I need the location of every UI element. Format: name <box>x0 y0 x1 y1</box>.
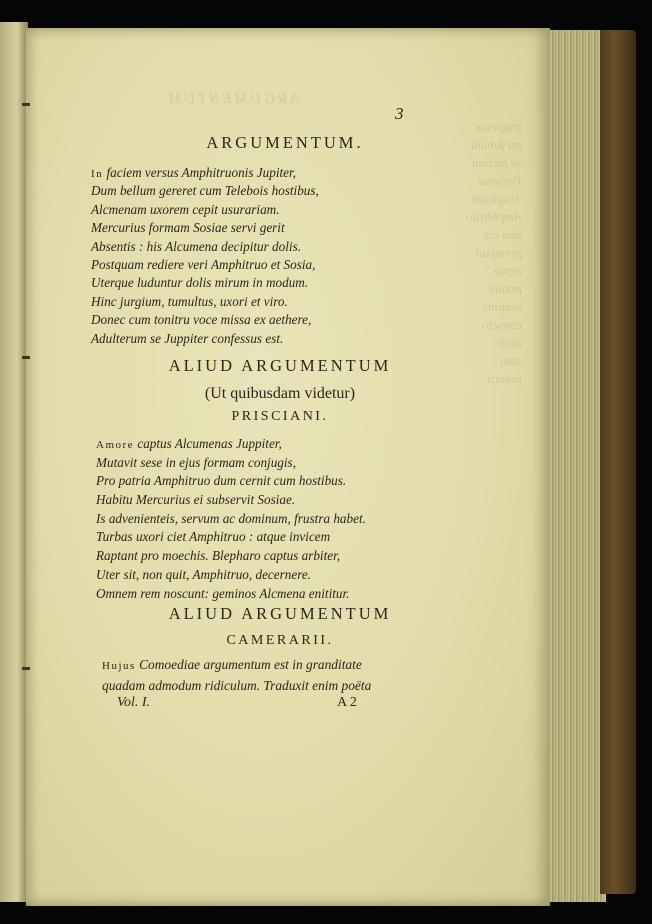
argument-verse-1 <box>91 164 319 348</box>
verse-text: faciem versus Amphitruonis Jupiter, <box>103 165 296 180</box>
left-page-edge <box>0 22 28 902</box>
book-cover <box>600 30 636 894</box>
verse-line <box>96 528 366 547</box>
subheading-ut-quibusdam: (Ut quibusdam videtur) <box>204 385 356 402</box>
page-number: 3 <box>395 104 404 123</box>
author-camerarii: CAMERARII. <box>226 633 334 648</box>
page-block-edges <box>548 30 606 902</box>
prose-line <box>102 655 371 676</box>
verse-line <box>91 330 319 348</box>
prose-text: Comoediae argumentum est in granditate <box>135 657 362 672</box>
verse-line <box>96 472 366 491</box>
verse-line <box>91 164 319 182</box>
prose-text: quadam admodum ridiculum. Traduxit enim poëta <box>102 678 372 693</box>
verse-text: Adulterum se Juppiter confessus est. <box>91 330 284 346</box>
heading-aliud-argumentum-1: ALIUD ARGUMENTUM <box>168 356 392 375</box>
heading-argumentum: ARGUMENTUM. <box>206 133 364 152</box>
verse-text: Postquam rediere veri Amphitruo et Sosia, <box>91 256 316 272</box>
verse-line <box>96 585 366 604</box>
verse-line <box>91 311 319 329</box>
verse-text: Mutavit sese in ejus formam conjugis, <box>96 454 296 470</box>
prose-initial: Hujus <box>102 660 136 672</box>
verse-text: Uter sit, non quit, Amphitruo, decernere. <box>96 566 312 582</box>
verse-text: Is advenienteis, servum ac dominum, frustra habet. <box>96 510 366 526</box>
footer-signature: A 2 <box>337 695 357 710</box>
margin-tick <box>22 103 30 106</box>
verse-line <box>91 238 319 256</box>
bleed-through-heading: ARGUMENTUM <box>166 91 300 107</box>
prose-camerarii <box>102 655 371 695</box>
verse-text: Pro patria Amphitruo dum cernit cum hostibus. <box>96 473 347 489</box>
verse-text: Alcmenam uxorem cepit usurariam. <box>91 201 280 217</box>
prose-line <box>102 676 371 695</box>
verse-text: Donec cum tonitru voce missa ex aethere, <box>91 312 312 328</box>
verse-initial: Amore <box>96 439 135 451</box>
footer-volume: Vol. I. <box>117 695 151 710</box>
verse-text: Raptant pro moechis. Blepharo captus arbiter, <box>96 548 341 564</box>
verse-line <box>96 435 366 454</box>
argument-verse-2 <box>96 435 366 603</box>
verse-initial: In <box>91 168 104 180</box>
verse-text: Absentis : his Alcumena decipitur dolis. <box>91 238 302 254</box>
verse-text: Uterque luduntur dolis mirum in modum. <box>91 275 309 291</box>
verse-text: Habitu Mercurius ei subservit Sosiae. <box>96 492 296 508</box>
verse-line <box>96 510 366 529</box>
verse-line <box>91 182 319 200</box>
verse-text: Mercurius formam Sosiae servi gerit <box>91 220 285 236</box>
verse-text: Omnem rem noscunt: geminos Alcmena enititur. <box>96 585 350 601</box>
author-prisciani: PRISCIANI. <box>231 409 329 424</box>
verse-line <box>91 219 319 237</box>
heading-aliud-argumentum-2: ALIUD ARGUMENTUM <box>168 604 392 623</box>
verse-line <box>91 274 319 292</box>
verse-line <box>91 256 319 274</box>
verse-text: Hinc jurgium, tumultus, uxori et viro. <box>91 293 288 309</box>
verse-text: Turbas uxori ciet Amphitruo : atque invicem <box>96 529 331 545</box>
margin-tick <box>22 667 30 670</box>
bleed-through-text: tragicum est fabula se faciam Persona Tragicum Amphitruo non est permixta exmo potius seminis conscio dicit sata poterit <box>466 119 522 386</box>
verse-text: Dum bellum gereret cum Telebois hostibus, <box>91 183 319 199</box>
verse-text: captus Alcumenas Juppiter, <box>134 436 282 451</box>
verse-line <box>96 491 366 510</box>
verse-line <box>91 201 319 219</box>
verse-line <box>96 566 366 585</box>
verse-line <box>96 454 366 473</box>
verse-line <box>91 293 319 311</box>
verse-line <box>96 547 366 566</box>
